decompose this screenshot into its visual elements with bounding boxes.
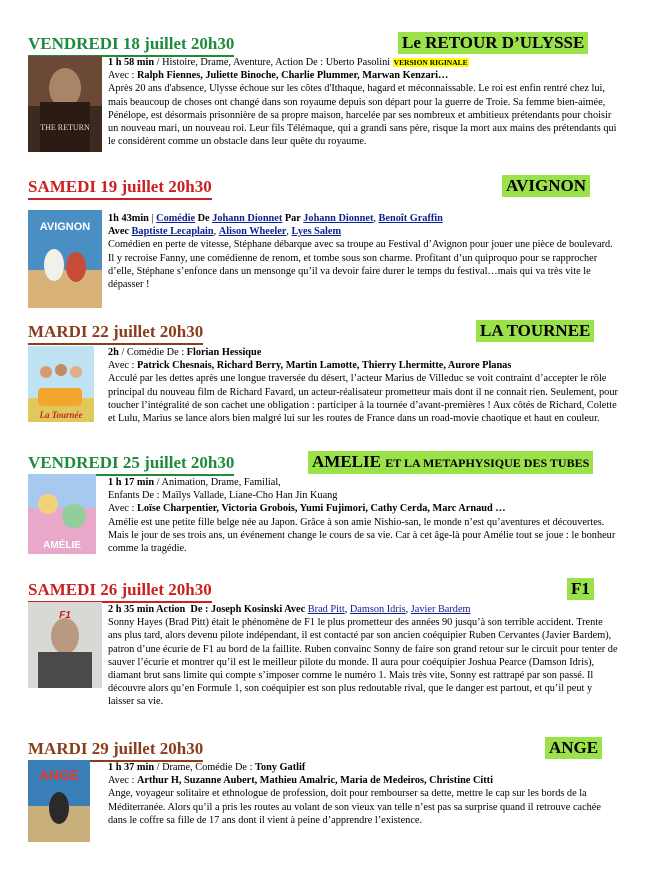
duration: 1h 43min (108, 213, 149, 224)
duration: 2 h 35 min Action (108, 604, 186, 615)
film-details (108, 56, 618, 148)
cast-list: Patrick Chesnais, Richard Berry, Martin Lamotte, Thierry Lhermitte, Aurore Planas (136, 360, 512, 372)
film-poster (28, 602, 102, 688)
film-title (308, 451, 593, 474)
version-badge: VERSION RIGINALE (393, 58, 468, 67)
screening-date: VENDREDI 18 juillet 20h30 (28, 34, 234, 57)
avec-label: Avec (108, 226, 132, 238)
film-poster (28, 346, 94, 422)
par-label: Par (282, 213, 304, 224)
cast-link[interactable]: Lyes Salem (291, 226, 342, 238)
genre-link[interactable]: Comédie (156, 213, 196, 224)
film-title: LA TOURNEE (476, 320, 594, 342)
film-poster (28, 474, 96, 554)
cast-prefix: Avec : (108, 360, 137, 372)
separator: | (148, 213, 157, 224)
film-poster (28, 56, 102, 152)
de-label: De (195, 213, 213, 224)
poster-caption: AVIGNON (39, 221, 91, 233)
genre-line: / Comédie De : (118, 347, 187, 358)
film-title: ANGE (545, 737, 602, 759)
director: De : Joseph Kosinski Avec (185, 604, 308, 615)
film-title: AVIGNON (502, 175, 590, 197)
genre-line: / Animation, Drame, Familial, (154, 477, 281, 488)
film-details (108, 476, 618, 555)
cast-prefix: Avec : (108, 70, 137, 82)
synopsis: Après 20 ans d'absence, Ulysse échoue sur les côtes d'Ithaque, hagard et méconnaissable. Le roi est enfin rentré chez lui, mais beaucoup de choses ont changé dans son royaume depuis son départ pour la guerre de Troie. Sa femme bien-aimée, Pénélope, est désormais prisonnière de sa propre maison, harcelée par ses nombreux et ambitieux prétendants pour choisir un nouveau mari, un nouveau roi. Leur fils Télémaque, qui a grandi sans père, risque la mort aux mains des prétendants qui le considèrent comme un obstacle dans leur quête du royaume. (108, 83, 617, 148)
cast-prefix: Avec : (108, 775, 137, 787)
cast-link[interactable]: Baptiste Lecaplain (131, 226, 214, 238)
cast-link[interactable]: Alison Wheeler (218, 226, 287, 238)
cast-list: Loïse Charpentier, Victoria Grobois, Yumi Fujimori, Cathy Cerda, Marc Arnaud … (136, 503, 506, 515)
writer-link[interactable]: Benoît Graffin (378, 213, 443, 224)
screening-date: MARDI 29 juillet 20h30 (28, 739, 203, 762)
film-details: 2 h 35 min Action De : Joseph Kosinski Avec Brad Pitt, Damson Idris, Javier Bardem Sonny Hayes (Brad Pitt) était le phénomène de F1 le plus prometteur des années 90 jusqu’à son terrible accident. Trente ans plus tard, alors devenu pilote indépendant, il est contacté par son ancien coéquipier Ruben Cervantes (Javier Bardem), patron d’une écurie de F1 au bord de la faillite. Ruben convainc Sonny de faire son grand retour sur le circuit pour tenter de sauver l’écurie et montrer qu’il est le meilleur pilote du monde. Il aura pour coéquipier Joshua Pearce (Damson Idris), diamant brut sans limite qui compte s’imposer comme le numéro 1. Mais très vite, Sonny est rattrapé par son passé. Il découvre alors qu’en Formule 1, son coéquipier est son plus redoutable rival, que le danger est partout, et qu’il peut y laisser sa vie. (108, 604, 618, 708)
poster-caption: La Tournée (39, 410, 83, 420)
title-main: AMELIE (312, 452, 381, 471)
cast-prefix: Avec : (108, 503, 137, 515)
screening-date: SAMEDI 26 juillet 20h30 (28, 580, 212, 603)
poster-caption: AMÉLIE (43, 540, 81, 551)
synopsis: Comédien en perte de vitesse, Stéphane débarque avec sa troupe au Festival d’Avignon pour jouer une pièce de boulevard. Il y recroise Fanny, une comédienne de renom, et tombe sous son charme. Profitant d’un quiproquo pour se rapprocher d’elle, Stéphane s’enfonce dans un mensonge qu’il va devoir faire durer le temps du festival…mais qui va très vite le dépasser ! (108, 239, 613, 291)
cast-link[interactable]: Javier Bardem (410, 604, 471, 615)
director-link[interactable]: Johann Dionnet (212, 213, 283, 224)
genre-line: / Drame, Comédie De : (154, 762, 256, 773)
director: Tony Gatlif (255, 762, 306, 773)
cast-link[interactable]: Brad Pitt (307, 604, 345, 615)
poster-caption: F1 (59, 610, 71, 621)
voices-line: Enfants De : Maïlys Vallade, Liane-Cho Han Jin Kuang (108, 490, 338, 502)
cast-list: Arthur H, Suzanne Aubert, Mathieu Amalric, Maria de Medeiros, Christine Citti (136, 775, 493, 787)
duration: 1 h 37 min (108, 762, 155, 773)
poster-caption: ANGE (38, 767, 80, 783)
genre-line: / Histoire, Drame, Aventure, Action De : Uberto Pasolini (154, 57, 393, 68)
film-details (108, 346, 618, 425)
cast-list: Ralph Fiennes, Juliette Binoche, Charlie Plummer, Marwan Kenzari… (136, 70, 449, 82)
film-poster (28, 210, 102, 308)
synopsis: Acculé par les dettes après une longue traversée du désert, l’acteur Marius de Villeduc se voit contraint d’accepter le rôle principal du nouveau film de Richard Favard, un acteur-réalisateur prometteur mais dont il ne connait rien. Seulement, pour toucher l’intégralité de son cachet une obligation : participer à la tournée d’avant-premières ! Aux côtés de Richard, Colette et Lulu, Marius se lance alors bien malgré lui sur les routes de France dans un road-movie chaotique et haut en couleur. (108, 373, 618, 425)
duration: 1 h 58 min (108, 57, 155, 68)
title-sub: ET LA METAPHYSIQUE DES TUBES (385, 456, 590, 470)
screening-date: VENDREDI 25 juillet 20h30 (28, 453, 234, 476)
synopsis: Ange, voyageur solitaire et ethnologue de profession, doit pour rembourser sa dette, mettre le cap sur les bords de la Méditerranée. Alors qu’il a pris les routes au volant de son vieux van telle n’est pas sa surprise quand il retrouve cachée dans le coffre sa fille de 17 ans dont il vient à peine d’apprendre l’existence. (108, 788, 601, 826)
film-poster (28, 760, 90, 842)
director: Florian Hessique (186, 347, 262, 358)
synopsis: Amélie est une petite fille belge née au Japon. Grâce à son amie Nishio-san, le monde n’est qu’aventures et découvertes. Mais le jour de ses trois ans, un événement change le cours de sa vie. Car à cet âge-là pour Amélie tout se joue : le bonheur comme la tragédie. (108, 516, 616, 555)
screening-date: MARDI 22 juillet 20h30 (28, 322, 203, 345)
film-title: F1 (567, 578, 594, 600)
film-details (108, 761, 618, 827)
synopsis: Sonny Hayes (Brad Pitt) était le phénomène de F1 le plus prometteur des années 90 jusqu’à son terrible accident. Trente ans plus tard, alors devenu pilote indépendant, il est contacté par son ancien coéquipier Ruben Cervantes (Javier Bardem), patron d’une écurie de F1 au bord de la faillite. Ruben convainc Sonny de faire son grand retour sur le circuit pour tenter de sauver l’écurie et montrer qu’il est le meilleur pilote du monde. Il aura pour coéquipier Joshua Pearce (Damson Idris), diamant brut sans limite qui compte s’imposer comme le numéro 1. Mais très vite, Sonny est rattrapé par son passé. Il découvre alors qu’en Formule 1, son coéquipier est son plus redoutable rival, que le danger est partout, et qu’il peut y laisser sa vie. (108, 617, 618, 708)
film-details: 1h 43min | Comédie De Johann Dionnet Par Johann Dionnet, Benoît Graffin Avec Baptiste Lecaplain, Alison Wheeler, Lyes Salem Comédien en perte de vitesse, Stéphane débarque avec sa troupe au Festival d’Avignon pour jouer une pièce de boulevard. Il y recroise Fanny, une comédienne de renom, et tombe sous son charme. Profitant d’un quiproquo pour se rapprocher d’elle, Stéphane s’enfonce dans un mensonge qu’il va devoir faire durer le temps du festival…mais qui va très vite le dépasser ! (108, 212, 618, 291)
film-title: Le RETOUR D’ULYSSE (398, 32, 588, 54)
poster-caption: THE RETURN (40, 123, 90, 132)
cast-link[interactable]: Damson Idris (349, 604, 406, 615)
screening-date: SAMEDI 19 juillet 20h30 (28, 177, 212, 200)
writer-link[interactable]: Johann Dionnet (303, 213, 374, 224)
duration: 2h (108, 347, 119, 358)
duration: 1 h 17 min (108, 477, 155, 488)
